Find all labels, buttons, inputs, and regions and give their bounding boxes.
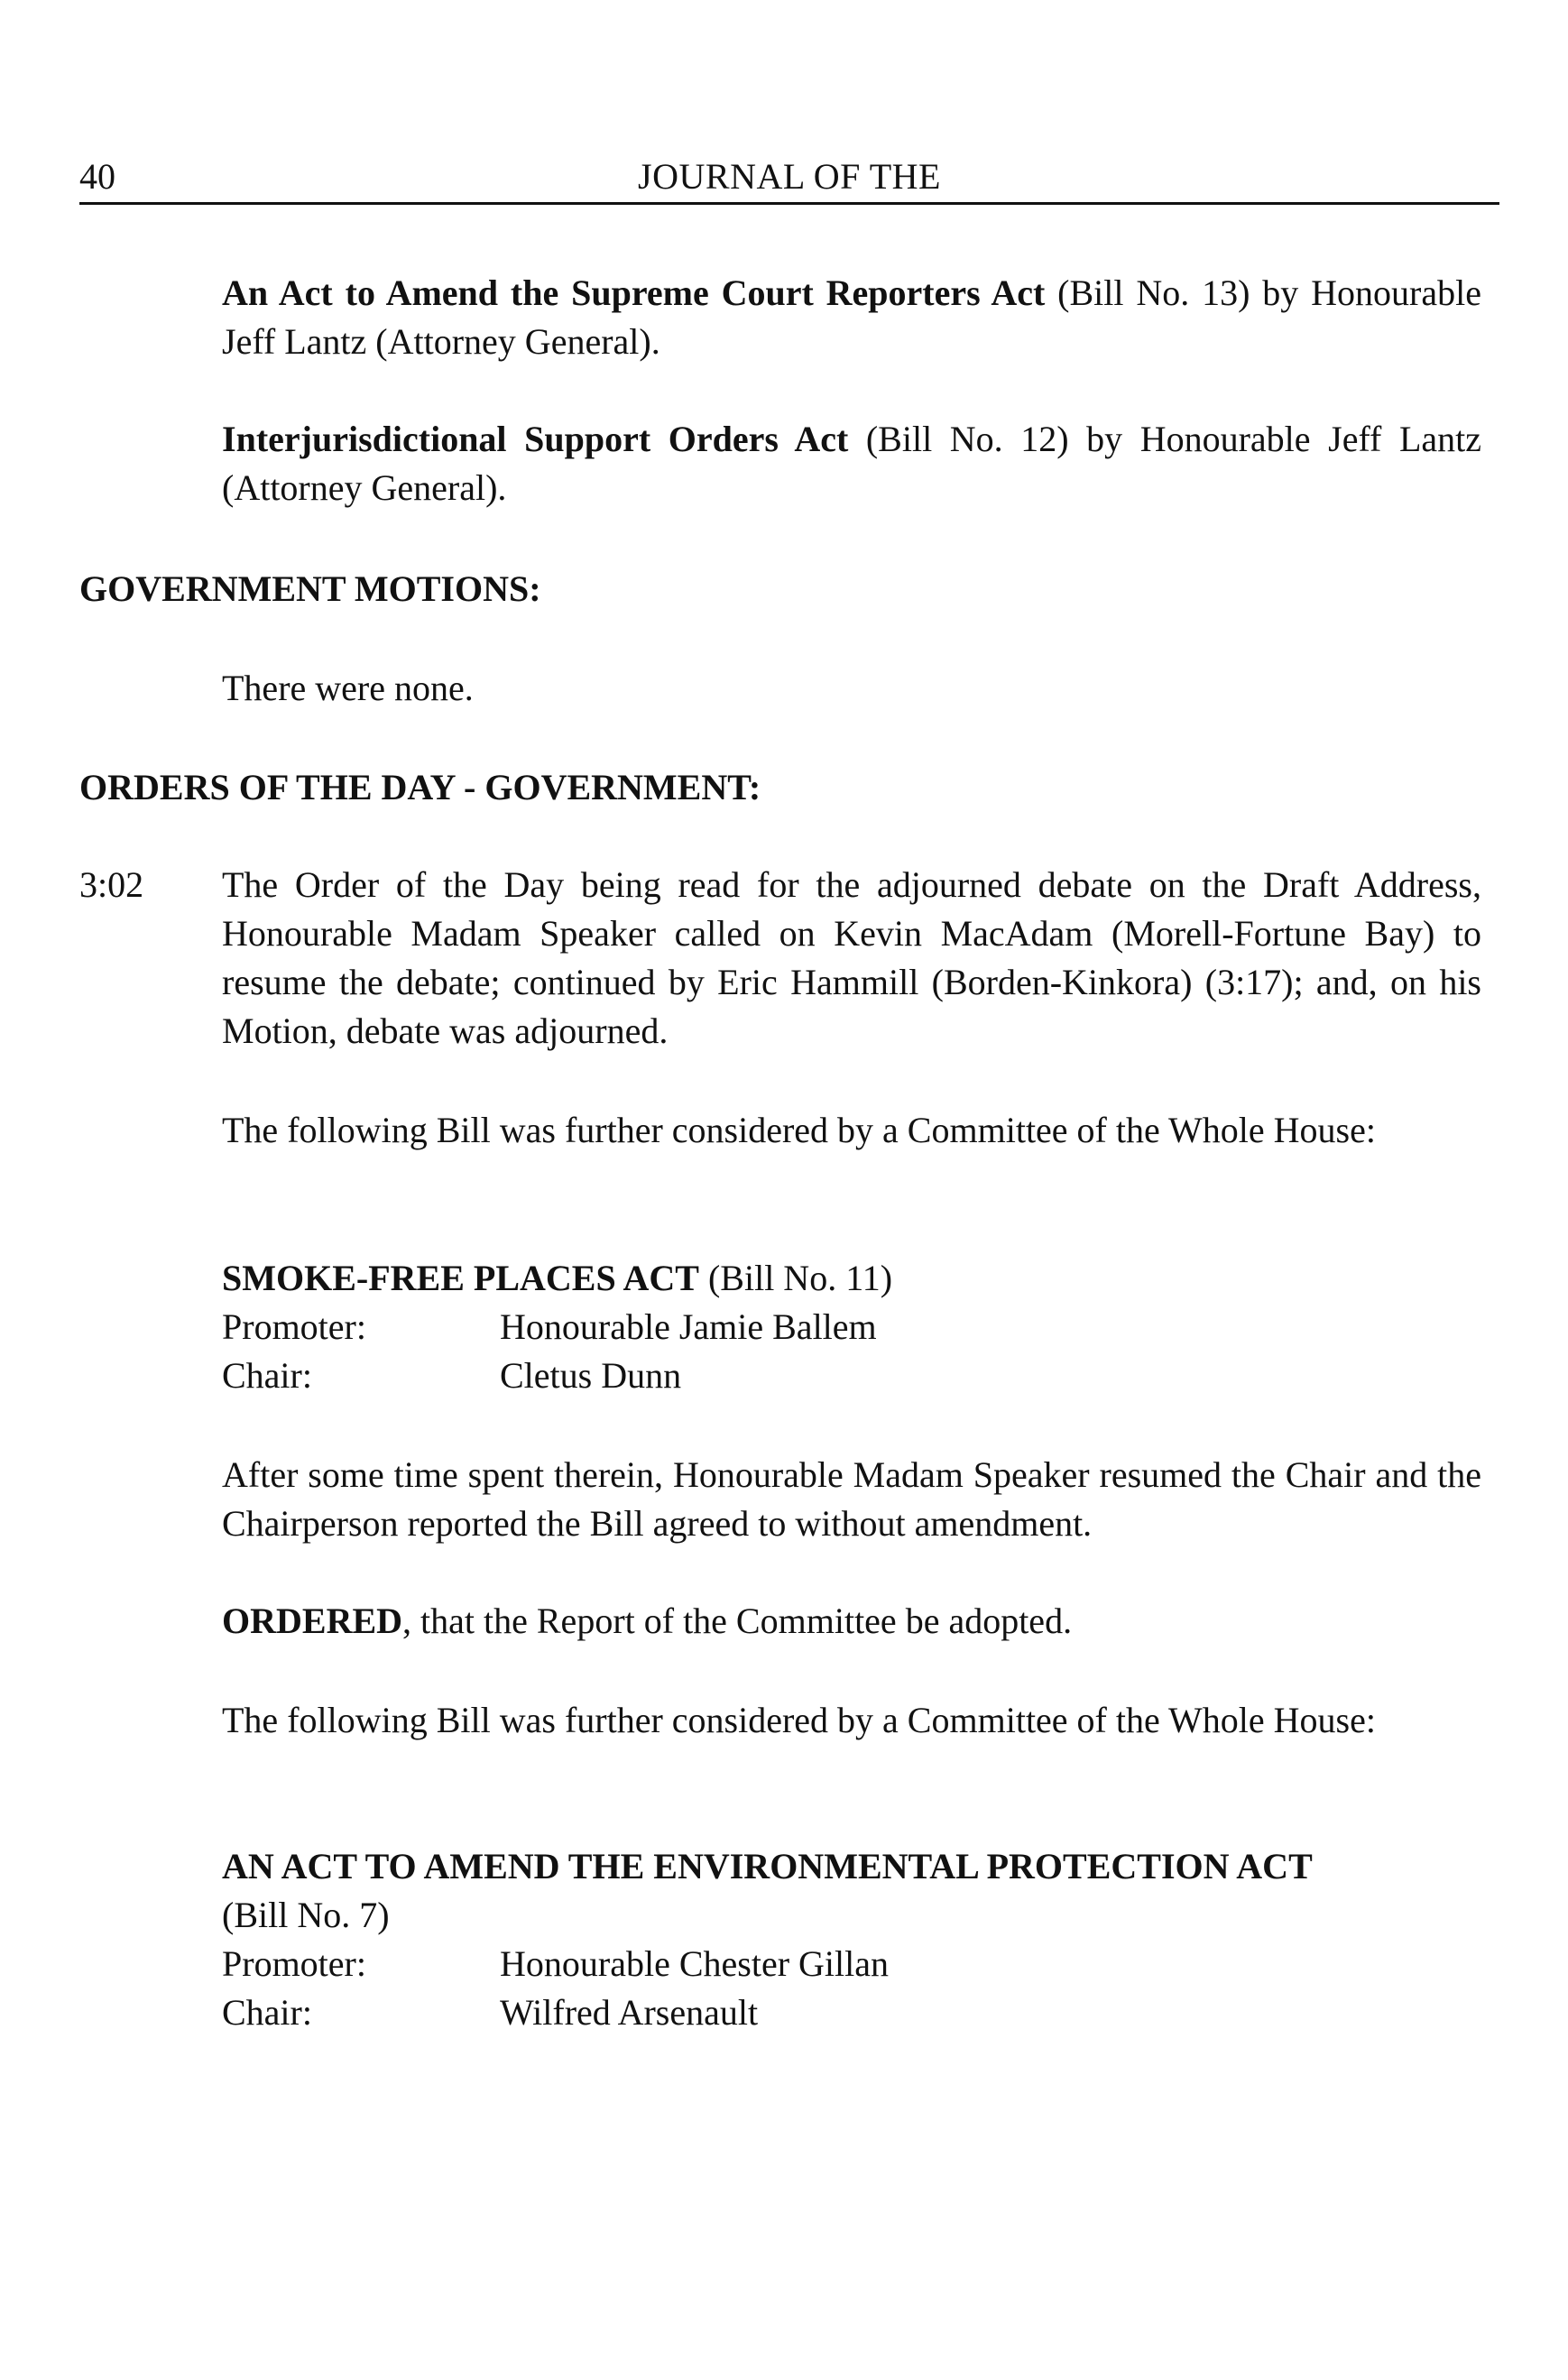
promoter-row (222, 1303, 1481, 1351)
bill-entry-13 (222, 269, 1481, 366)
bill-details: (Bill No. 12) by Honourable Jeff Lantz (Attorney General). (222, 419, 1481, 508)
page-header (79, 155, 1499, 205)
bill-details: (Bill No. 13) by Honourable Jeff Lantz (Attorney General). (222, 272, 1481, 362)
chair-label: Chair: (222, 1355, 312, 1396)
bill-name: Interjurisdictional Support Orders Act (222, 419, 849, 459)
section-heading-orders-of-the-day: ORDERS OF THE DAY - GOVERNMENT: (79, 767, 761, 807)
promoter-row (222, 1940, 1481, 1988)
committee-intro-paragraph-2: The following Bill was further considered by a Committee of the Whole House: (222, 1700, 1376, 1740)
bill-title-row (222, 1254, 1481, 1303)
promoter-label: Promoter: (222, 1306, 366, 1347)
page-number: 40 (79, 156, 115, 197)
bill-entry-12 (222, 415, 1481, 512)
ordered-keyword: ORDERED (222, 1601, 403, 1641)
ordered-text: , that the Report of the Committee be adopted. (402, 1601, 1073, 1641)
ordered-paragraph (222, 1597, 1481, 1646)
chair-row (222, 1351, 1481, 1400)
section-heading-government-motions: GOVERNMENT MOTIONS: (79, 568, 541, 609)
bill-title-row: AN ACT TO AMEND THE ENVIRONMENTAL PROTECTION ACT (222, 1846, 1313, 1886)
chair-name: Cletus Dunn (500, 1355, 682, 1396)
time-stamp: 3:02 (79, 864, 144, 905)
bill-details-block-2 (222, 1842, 1481, 2037)
report-paragraph: After some time spent therein, Honourable Madam Speaker resumed the Chair and the Chairperson reported the Bill agreed to without amendment. (222, 1454, 1481, 1544)
bill-number: (Bill No. 11) (698, 1258, 893, 1298)
chair-label: Chair: (222, 1992, 312, 2033)
promoter-name: Honourable Jamie Ballem (500, 1306, 877, 1347)
running-title: JOURNAL OF THE (638, 156, 941, 197)
promoter-label: Promoter: (222, 1943, 366, 1984)
bill-name: An Act to Amend the Supreme Court Reporters Act (222, 272, 1046, 313)
chair-name: Wilfred Arsenault (500, 1992, 759, 2033)
motions-text: There were none. (222, 668, 474, 708)
promoter-name: Honourable Chester Gillan (500, 1943, 889, 1984)
bill-details-block (222, 1254, 1481, 1400)
committee-intro-paragraph: The following Bill was further considered by a Committee of the Whole House: (222, 1110, 1376, 1150)
bill-number: (Bill No. 7) (222, 1895, 390, 1935)
bill-title: SMOKE-FREE PLACES ACT (222, 1258, 699, 1298)
chair-row (222, 1988, 1481, 2037)
debate-paragraph: The Order of the Day being read for the adjourned debate on the Draft Address, Honourable Madam Speaker called on Kevin MacAdam (Morell-Fortune Bay) to resume the debate; continued by Eric Hammill (Borden-Kinkora) (3:17); and, on his Motion, debate was adjourned. (222, 864, 1481, 1051)
